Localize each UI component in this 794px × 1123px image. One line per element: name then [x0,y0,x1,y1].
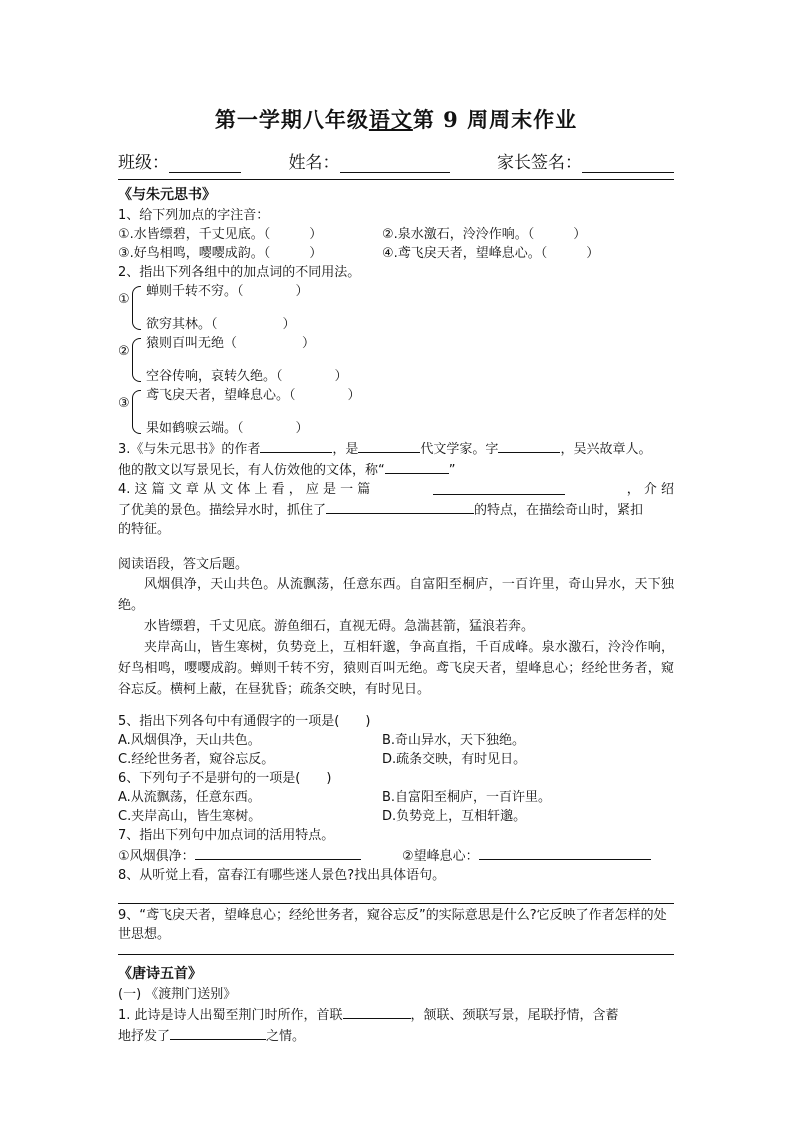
q4-line-2 [118,499,674,520]
q7-item-a-blank[interactable] [195,845,361,860]
q8-stem: 8、从听觉上看，富春江有哪些迷人景色?找出具体语句。 [118,868,446,883]
q7-items-row [118,845,674,866]
q5-option-c[interactable]: C.经纶世务者，窥谷忘反。 [118,752,275,767]
reading-intro: 阅读语段，答文后题。 [118,557,249,572]
brace-icon [132,338,141,382]
q1-item-2: ②.泉水激石，泠泠作响。（ ） [382,227,587,242]
title-prefix: 第一学期八年级 [214,107,369,132]
q7-item-a-label: ①风烟俱净： [118,849,195,864]
q2-group-3 [118,386,674,438]
section2-subheading: (一) 《渡荆门送别》 [118,987,237,1002]
q4-genre-blank[interactable] [433,480,565,495]
q2-group-1-a: 蝉则千转不穷。（ ） [146,284,309,299]
q2-group-2 [118,334,674,386]
q3-line-1 [118,438,674,459]
name-label: 姓名： [288,153,340,173]
s2-q1-couplet-blank[interactable] [343,1004,411,1019]
q2-group-3-b: 果如鹤唳云端。（ ） [146,421,309,436]
s2-q1-line-1 [118,1004,674,1025]
q4-text-2: ， 介 绍 [626,482,674,497]
q6-stem: 6、下列句子不是骈句的一项是( ) [118,771,332,786]
worksheet-page [118,100,674,1046]
title-subject: 语文 [368,107,413,132]
section2-heading: 《唐诗五首》 [118,966,202,982]
q6-option-d[interactable]: D.负势竞上，互相轩邈。 [382,809,527,824]
q3-text-2: ，是 [332,442,359,457]
passage-paragraph-3: 夹岸高山，皆生寒树，负势竞上，互相轩邈，争高直指，千百成峰。泉水激石，泠泠作响，好鸟相鸣，嘤嘤成韵。蝉则千转不穷，猿则百叫无绝。鸢飞戾天者，望峰息心；经纶世务者，窥谷忘反。横柯上蔽，在昼犹昏；疏条交映，有时见日。 [118,640,674,697]
q2-group-1-number: ① [118,292,130,307]
parent-signature-label: 家长签名： [497,153,582,173]
q4-water-blank[interactable] [326,499,474,514]
q2-group-3-number: ③ [118,396,130,411]
q9-answer-line[interactable] [118,944,674,955]
name-field [289,148,450,173]
q1-item-1: ①.水皆缥碧，千丈见底。（ ） [118,227,323,242]
q4-line-3: 的特征。 [118,522,171,537]
q3-text-1: 3.《与朱元思书》的作者 [118,442,261,457]
q5-stem: 5、指出下列各句中有通假字的一项是( ) [118,714,371,729]
q7-stem: 7、指出下列句中加点词的活用特点。 [118,828,335,843]
q3-text-4: ，吴兴故章人。 [560,442,652,457]
q7-item-a [118,845,402,866]
q4-text-3: 了优美的景色。描绘异水时，抓住了 [118,503,327,518]
parent-signature-blank[interactable] [582,155,674,173]
q4-line-1 [118,480,674,499]
q1-item-4: ④.鸢飞戾天者，望峰息心。（ ） [382,246,600,261]
class-label: 班级： [118,153,169,173]
q3-author-blank[interactable] [260,438,332,453]
title-suffix: 第 9 周周末作业 [412,107,578,132]
q3-line-2 [118,459,674,480]
q6-option-c[interactable]: C.夹岸高山，皆生寒树。 [118,809,262,824]
student-info-row [118,148,674,173]
q1-row-1 [118,225,674,244]
q7-item-b-label: ②望峰息心： [402,849,479,864]
brace-icon [132,390,141,434]
q2-group-2-a: 猿则百叫无绝（ ） [146,336,316,351]
q9-stem: 9、“鸢飞戾天者，望峰息心；经纶世务者，窥谷忘反”的实际意思是什么?它反映了作者怎样的处世思想。 [118,908,667,942]
q6-option-a[interactable]: A.从流飘荡，任意东西。 [118,790,261,805]
q7-item-b-blank[interactable] [479,845,651,860]
q7-item-b [402,845,651,866]
q4-text-4: 的特点，在描绘奇山时，紧扣 [474,503,644,518]
q5-option-a[interactable]: A.风烟俱净，天山共色。 [118,733,261,748]
q1-item-3: ③.好鸟相鸣，嘤嘤成韵。（ ） [118,246,323,261]
q6-option-b[interactable]: B.自富阳至桐庐，一百许里。 [382,790,552,805]
q3-style-blank[interactable] [385,459,449,474]
q6-options-row-2 [118,807,674,826]
q3-dynasty-blank[interactable] [358,438,420,453]
q5-option-d[interactable]: D.疏条交映，有时见日。 [382,752,527,767]
s2-q1-text-1: 1. 此诗是诗人出蜀至荆门时所作，首联 [118,1008,343,1023]
s2-q1-text-3: 地抒发了 [118,1029,171,1044]
s2-q1-line-2 [118,1025,674,1046]
passage-paragraph-1: 风烟俱净，天山共色。从流飘荡，任意东西。自富阳至桐庐，一百许里，奇山异水，天下独绝。 [118,577,674,613]
q2-group-3-a: 鸢飞戾天者，望峰息心。（ ） [146,388,361,403]
section1-heading: 《与朱元思书》 [118,187,216,203]
passage-paragraph-2: 水皆缥碧，千丈见底。游鱼细石，直视无碍。急湍甚箭，猛浪若奔。 [144,619,535,634]
q3-text-5: 他的散文以写景见长，有人仿效他的文体，称“ [118,463,385,478]
s2-q1-text-2: ，颔联、颈联写景，尾联抒情，含蓄 [410,1008,619,1023]
name-blank[interactable] [340,155,450,173]
q2-group-1 [118,282,674,334]
s2-q1-emotion-blank[interactable] [170,1025,266,1040]
q3-text-3: 代文学家。字 [420,442,499,457]
q2-group-2-number: ② [118,344,130,359]
parent-signature-field [497,148,674,173]
q5-option-b[interactable]: B.奇山异水，天下独绝。 [382,733,526,748]
q2-group-1-b: 欲穷其林。（ ） [146,317,296,332]
class-blank[interactable] [169,155,241,173]
page-title [118,104,674,134]
q2-stem: 2、指出下列各组中的加点词的不同用法。 [118,265,361,280]
q5-options-row-1 [118,731,674,750]
q1-stem: 1、给下列加点的字注音： [118,208,270,223]
q6-options-row-1 [118,788,674,807]
q8-answer-line[interactable] [118,885,674,904]
q1-row-2 [118,244,674,263]
s2-q1-text-4: 之情。 [266,1029,306,1044]
brace-icon [132,286,141,330]
class-field [118,148,241,173]
q5-options-row-2 [118,750,674,769]
q4-text-1: 4. 这 篇 文 章 从 文 体 上 看 ， 应 是 一 篇 [118,482,371,497]
header-divider [118,179,674,180]
q3-courtesy-name-blank[interactable] [498,438,560,453]
q2-group-2-b: 空谷传响，哀转久绝。（ ） [146,369,348,384]
q3-text-6: ” [448,463,456,478]
